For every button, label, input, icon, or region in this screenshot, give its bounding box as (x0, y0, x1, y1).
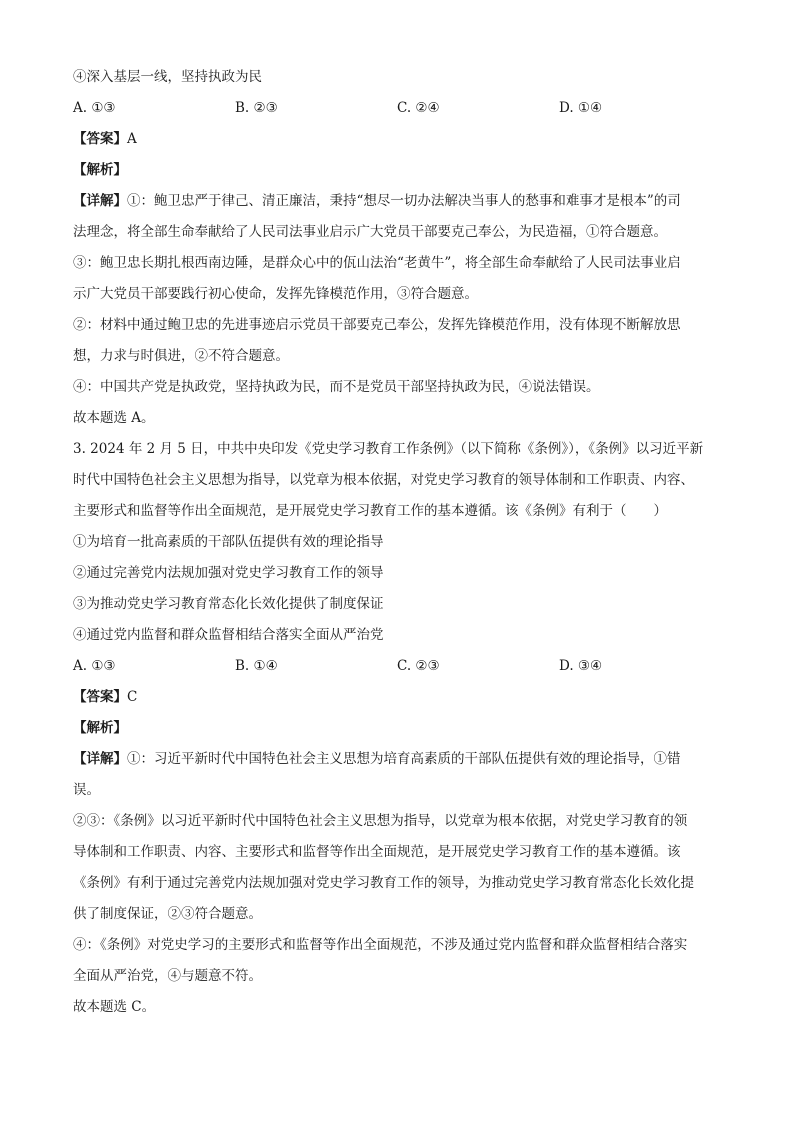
q3-analysis-line-6: 供了制度保证，②③符合题意。 (73, 906, 262, 922)
q3-analysis-line-1 (73, 744, 721, 775)
q2-answer-value: A (127, 131, 137, 147)
q2-answer (73, 124, 721, 155)
q2-analysis-line-3: ③：鲍卫忠长期扎根西南边陲，是群众心中的佤山法治“老黄牛”，将全部生命奉献给了人民司法事业启 (73, 255, 681, 271)
q3-analysis-line-7: ④：《条例》对党史学习的主要形式和监督等作出全面规范，不涉及通过党内监督和群众监督相结合落实 (73, 937, 688, 953)
q3-option-d: D. ③④ (559, 658, 603, 674)
q3-analysis-line-8: 全面从严治党，④与题意不符。 (73, 968, 262, 984)
q3-answer-value: C (127, 689, 138, 705)
q3-option-a: A. ①③ (73, 658, 116, 674)
q2-option-b: B. ②③ (235, 100, 278, 116)
q3-answer-label: 【答案】 (73, 689, 127, 705)
q3-answer (73, 682, 721, 713)
q2-statement-4: ④深入基层一线，坚持执政为民 (73, 69, 262, 85)
q3-detail-label: 【详解】 (73, 751, 127, 767)
q2-analysis-line-2: 法理念，将全部生命奉献给了人民司法事业启示广大党员干部要克己奉公，为民造福，①符合题意。 (73, 224, 667, 240)
q2-analysis-label: 【解析】 (73, 162, 127, 178)
q2-analysis-line-4: 示广大党员干部要践行初心使命，发挥先锋模范作用，③符合题意。 (73, 286, 478, 302)
q3-analysis-label: 【解析】 (73, 720, 127, 736)
q3-statement-4: ④通过党内监督和群众监督相结合落实全面从严治党 (73, 627, 384, 643)
q3-analysis-text-1: ①：习近平新时代中国特色社会主义思想为培育高素质的干部队伍提供有效的理论指导，①错 (127, 751, 681, 767)
q3-option-b: B. ①④ (235, 658, 278, 674)
q2-options (73, 93, 721, 124)
q2-analysis-line-5: ②：材料中通过鲍卫忠的先进事迹启示党员干部要克己奉公，发挥先锋模范作用，没有体现不断解放思 (73, 317, 681, 333)
q3-analysis-line-5: 《条例》有利于通过完善党内法规加强对党史学习教育工作的领导，为推动党史学习教育常态化长效化提 (73, 875, 694, 891)
q2-conclusion: 故本题选 A。 (73, 410, 155, 426)
q2-analysis-line-1 (73, 186, 721, 217)
q2-analysis-line-7: ④：中国共产党是执政党，坚持执政为民，而不是党员干部坚持执政为民，④说法错误。 (73, 379, 600, 395)
q3-stem-line-1: 3. 2024 年 2 月 5 日，中共中央印发《党史学习教育工作条例》（以下简称《条例》），《条例》以习近平新 (73, 441, 704, 457)
q2-option-c: C. ②④ (397, 100, 440, 116)
q2-detail-label: 【详解】 (73, 193, 127, 209)
q2-option-d: D. ①④ (559, 100, 603, 116)
q3-analysis-line-2: 误。 (73, 782, 100, 798)
q3-stem-line-3: 主要形式和监督等作出全面规范，是开展党史学习教育工作的基本遵循。该《条例》有利于（ ） (73, 503, 667, 519)
q3-option-c: C. ②③ (397, 658, 440, 674)
q3-statement-2: ②通过完善党内法规加强对党史学习教育工作的领导 (73, 565, 384, 581)
q3-conclusion: 故本题选 C。 (73, 999, 156, 1015)
q3-analysis-line-4: 导体制和工作职责、内容、主要形式和监督等作出全面规范，是开展党史学习教育工作的基本遵循。该 (73, 844, 681, 860)
q2-analysis-text-1: ①：鲍卫忠严于律己、清正廉洁，秉持“想尽一切办法解决当事人的愁事和难事才是根本”的司 (127, 193, 681, 209)
q3-statement-3: ③为推动党史学习教育常态化长效化提供了制度保证 (73, 596, 384, 612)
q2-option-a: A. ①③ (73, 100, 116, 116)
q3-stem-line-2: 时代中国特色社会主义思想为指导，以党章为根本依据，对党史学习教育的领导体制和工作职责、内容、 (73, 472, 694, 488)
q3-statement-1: ①为培育一批高素质的干部队伍提供有效的理论指导 (73, 534, 384, 550)
q2-answer-label: 【答案】 (73, 131, 127, 147)
q3-options (73, 651, 721, 682)
document-page (73, 62, 721, 1023)
q2-analysis-line-6: 想，力求与时俱进，②不符合题意。 (73, 348, 289, 364)
q3-analysis-line-3: ②③：《条例》以习近平新时代中国特色社会主义思想为指导，以党章为根本依据，对党史学习教育的领 (73, 813, 688, 829)
